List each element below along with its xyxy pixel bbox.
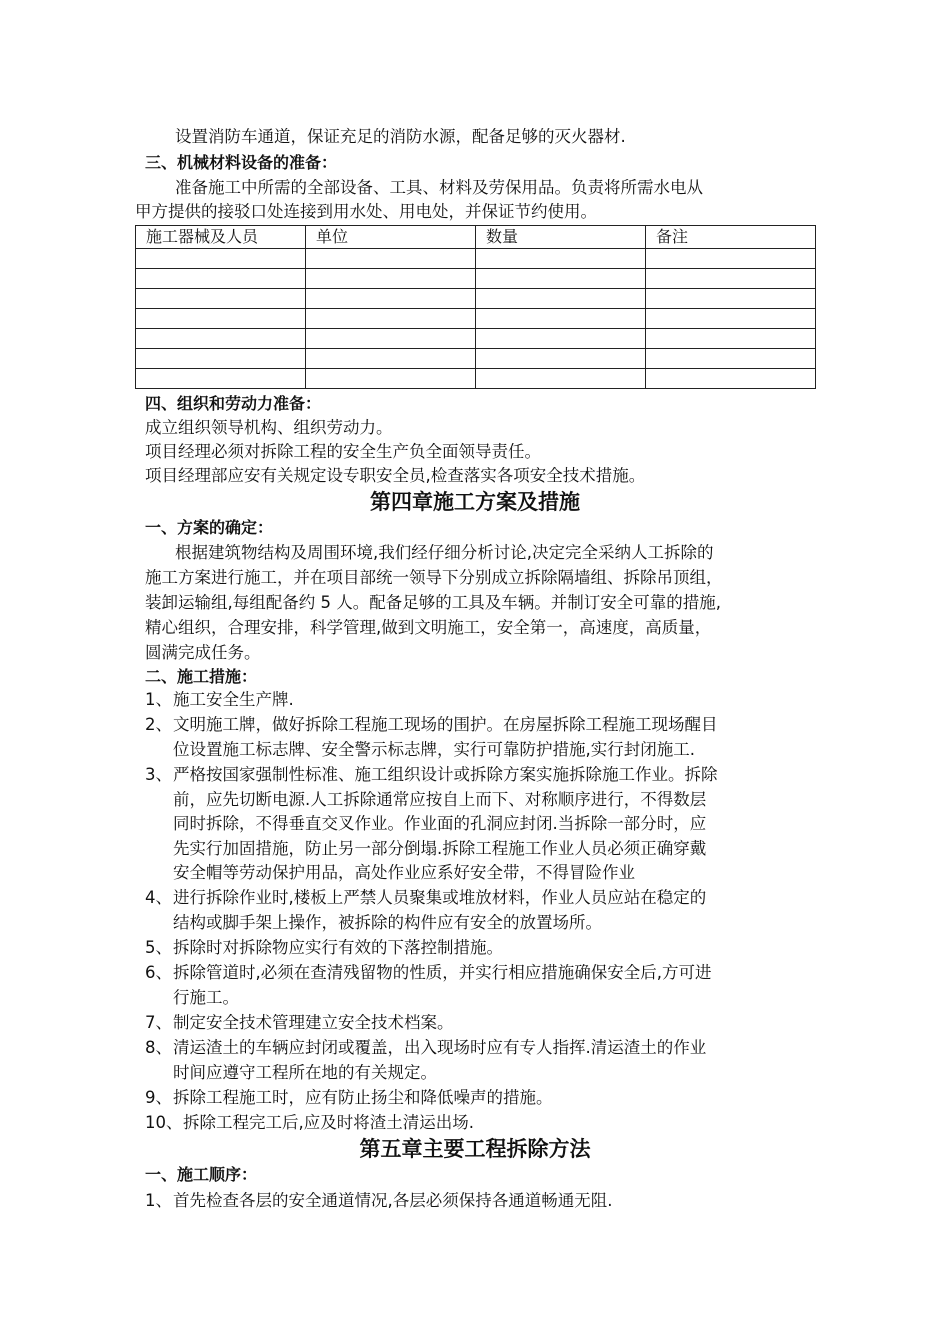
- list-item-line: 施工安全生产牌.: [173, 690, 294, 709]
- table-cell: [646, 249, 816, 269]
- table-cell: [136, 329, 306, 349]
- table-cell: [306, 349, 476, 369]
- section3-para-line: 准备施工中所需的全部设备、工具、材料及劳保用品。负责将所需水电从: [175, 178, 703, 197]
- section4-heading: 四、组织和劳动力准备：: [145, 394, 322, 413]
- table-cell: [306, 269, 476, 289]
- chapter4-sec2-heading: 二、施工措施：: [145, 667, 258, 686]
- list-item-line: 时间应遵守工程所在地的有关规定。: [173, 1062, 437, 1082]
- chapter4-para-line: 装卸运输组,每组配备约 5 人。配备足够的工具及车辆。并制订安全可靠的措施,: [145, 593, 721, 612]
- chapter4-para-line: 精心组织，合理安排，科学管理,做到文明施工，安全第一，高速度，高质量，: [145, 618, 712, 637]
- chapter4-para-line: 根据建筑物结构及周围环境,我们经仔细分析讨论,决定完全采纳人工拆除的: [175, 543, 714, 562]
- list-item-number: 3、: [145, 765, 172, 784]
- list-item-number: 8、: [145, 1038, 172, 1057]
- list-item-line: 拆除时对拆除物应实行有效的下落控制措施。: [173, 938, 503, 957]
- list-item-line: 进行拆除作业时,楼板上严禁人员聚集或堆放材料，作业人员应站在稳定的: [173, 888, 707, 907]
- list-item-number: 2、: [145, 715, 172, 734]
- table-row: [136, 289, 816, 309]
- table-cell: [306, 309, 476, 329]
- list-item-line: 同时拆除，不得垂直交叉作业。作业面的孔洞应封闭.当拆除一部分时，应: [173, 814, 707, 833]
- table-cell: [646, 369, 816, 389]
- list-item-number: 6、: [145, 963, 172, 982]
- table-cell: [306, 369, 476, 389]
- table-cell: [136, 289, 306, 309]
- table-cell: [306, 329, 476, 349]
- list-item-line: 行施工。: [173, 987, 239, 1007]
- table-cell: [646, 329, 816, 349]
- table-cell: [646, 289, 816, 309]
- table-cell: [476, 329, 646, 349]
- chapter4-title: 第四章施工方案及措施: [370, 489, 580, 514]
- table-cell: [306, 289, 476, 309]
- list-item-number: 1、: [145, 1191, 172, 1210]
- list-item-line: 制定安全技术管理建立安全技术档案。: [173, 1013, 454, 1032]
- table-row: [136, 249, 816, 269]
- list-item-line: 严格按国家强制性标准、施工组织设计或拆除方案实施拆除施工作业。拆除: [173, 765, 718, 784]
- equipment-table: [135, 225, 816, 389]
- table-cell: [476, 249, 646, 269]
- section4-line: 项目经理必须对拆除工程的安全生产负全面领导责任。: [145, 442, 541, 461]
- list-item-number: 9、: [145, 1088, 172, 1107]
- table-row: [136, 309, 816, 329]
- chapter5-title: 第五章主要工程拆除方法: [359, 1136, 591, 1161]
- table-row: [136, 369, 816, 389]
- section3-para-line: 甲方提供的接驳口处连接到用水处、用电处，并保证节约使用。: [135, 202, 597, 221]
- intro-line: 设置消防车通道，保证充足的消防水源，配备足够的灭火器材.: [175, 127, 626, 146]
- table-cell: [646, 269, 816, 289]
- list-item-line: 位设置施工标志牌、安全警示标志牌，实行可靠防护措施,实行封闭施工.: [173, 739, 695, 759]
- list-item-number: 4、: [145, 888, 172, 907]
- table-cell: [476, 349, 646, 369]
- table-header-row: [136, 226, 816, 249]
- section3-heading: 三、机械材料设备的准备：: [145, 153, 338, 172]
- list-item-line: 拆除工程完工后,应及时将渣土清运出场.: [183, 1113, 474, 1132]
- table-cell: [476, 269, 646, 289]
- table-cell: [136, 309, 306, 329]
- chapter4-para-line: 施工方案进行施工，并在项目部统一领导下分别成立拆除隔墙组、拆除吊顶组，: [145, 568, 723, 587]
- table-row: [136, 269, 816, 289]
- list-item-line: 先实行加固措施，防止另一部分倒塌.拆除工程施工作业人员必须正确穿戴: [173, 838, 707, 858]
- section4-line: 项目经理部应安有关规定设专职安全员,检查落实各项安全技术措施。: [145, 466, 646, 485]
- table-header-cell: 数量: [476, 226, 646, 249]
- list-item-line: 文明施工牌，做好拆除工程施工现场的围护。在房屋拆除工程施工现场醒目: [173, 715, 718, 734]
- chapter4-sec1-heading: 一、方案的确定：: [145, 518, 274, 537]
- list-item-line: 安全帽等劳动保护用品，高处作业应系好安全带，不得冒险作业: [173, 863, 635, 882]
- table-cell: [136, 369, 306, 389]
- section4-line: 成立组织领导机构、组织劳动力。: [145, 418, 393, 437]
- table-cell: [476, 369, 646, 389]
- list-item-number: 5、: [145, 938, 172, 957]
- table-header-cell: 备注: [646, 226, 816, 249]
- list-item-number: 7、: [145, 1013, 172, 1032]
- table-header-cell: 施工器械及人员: [136, 226, 306, 249]
- table-cell: [476, 289, 646, 309]
- table-cell: [646, 349, 816, 369]
- chapter5-sec1-heading: 一、施工顺序：: [145, 1165, 258, 1184]
- table-cell: [646, 309, 816, 329]
- list-item-line: 结构或脚手架上操作，被拆除的构件应有安全的放置场所。: [173, 912, 602, 932]
- table-row: [136, 329, 816, 349]
- table-row: [136, 349, 816, 369]
- list-item-line: 首先检查各层的安全通道情况,各层必须保持各通道畅通无阻.: [173, 1191, 613, 1210]
- list-item-number: 1、: [145, 690, 172, 709]
- chapter4-para-line: 圆满完成任务。: [145, 643, 261, 662]
- list-item-line: 拆除管道时,必须在查清残留物的性质，并实行相应措施确保安全后,方可进: [173, 963, 712, 982]
- table-cell: [136, 349, 306, 369]
- table-header-cell: 单位: [306, 226, 476, 249]
- table-cell: [136, 249, 306, 269]
- list-item-number: 10、: [145, 1113, 183, 1132]
- list-item-line: 拆除工程施工时，应有防止扬尘和降低噪声的措施。: [173, 1088, 553, 1107]
- list-item-line: 前，应先切断电源.人工拆除通常应按自上而下、对称顺序进行，不得数层: [173, 789, 707, 809]
- table-cell: [136, 269, 306, 289]
- table-cell: [306, 249, 476, 269]
- table-cell: [476, 309, 646, 329]
- list-item-line: 清运渣土的车辆应封闭或覆盖，出入现场时应有专人指挥.清运渣土的作业: [173, 1038, 707, 1057]
